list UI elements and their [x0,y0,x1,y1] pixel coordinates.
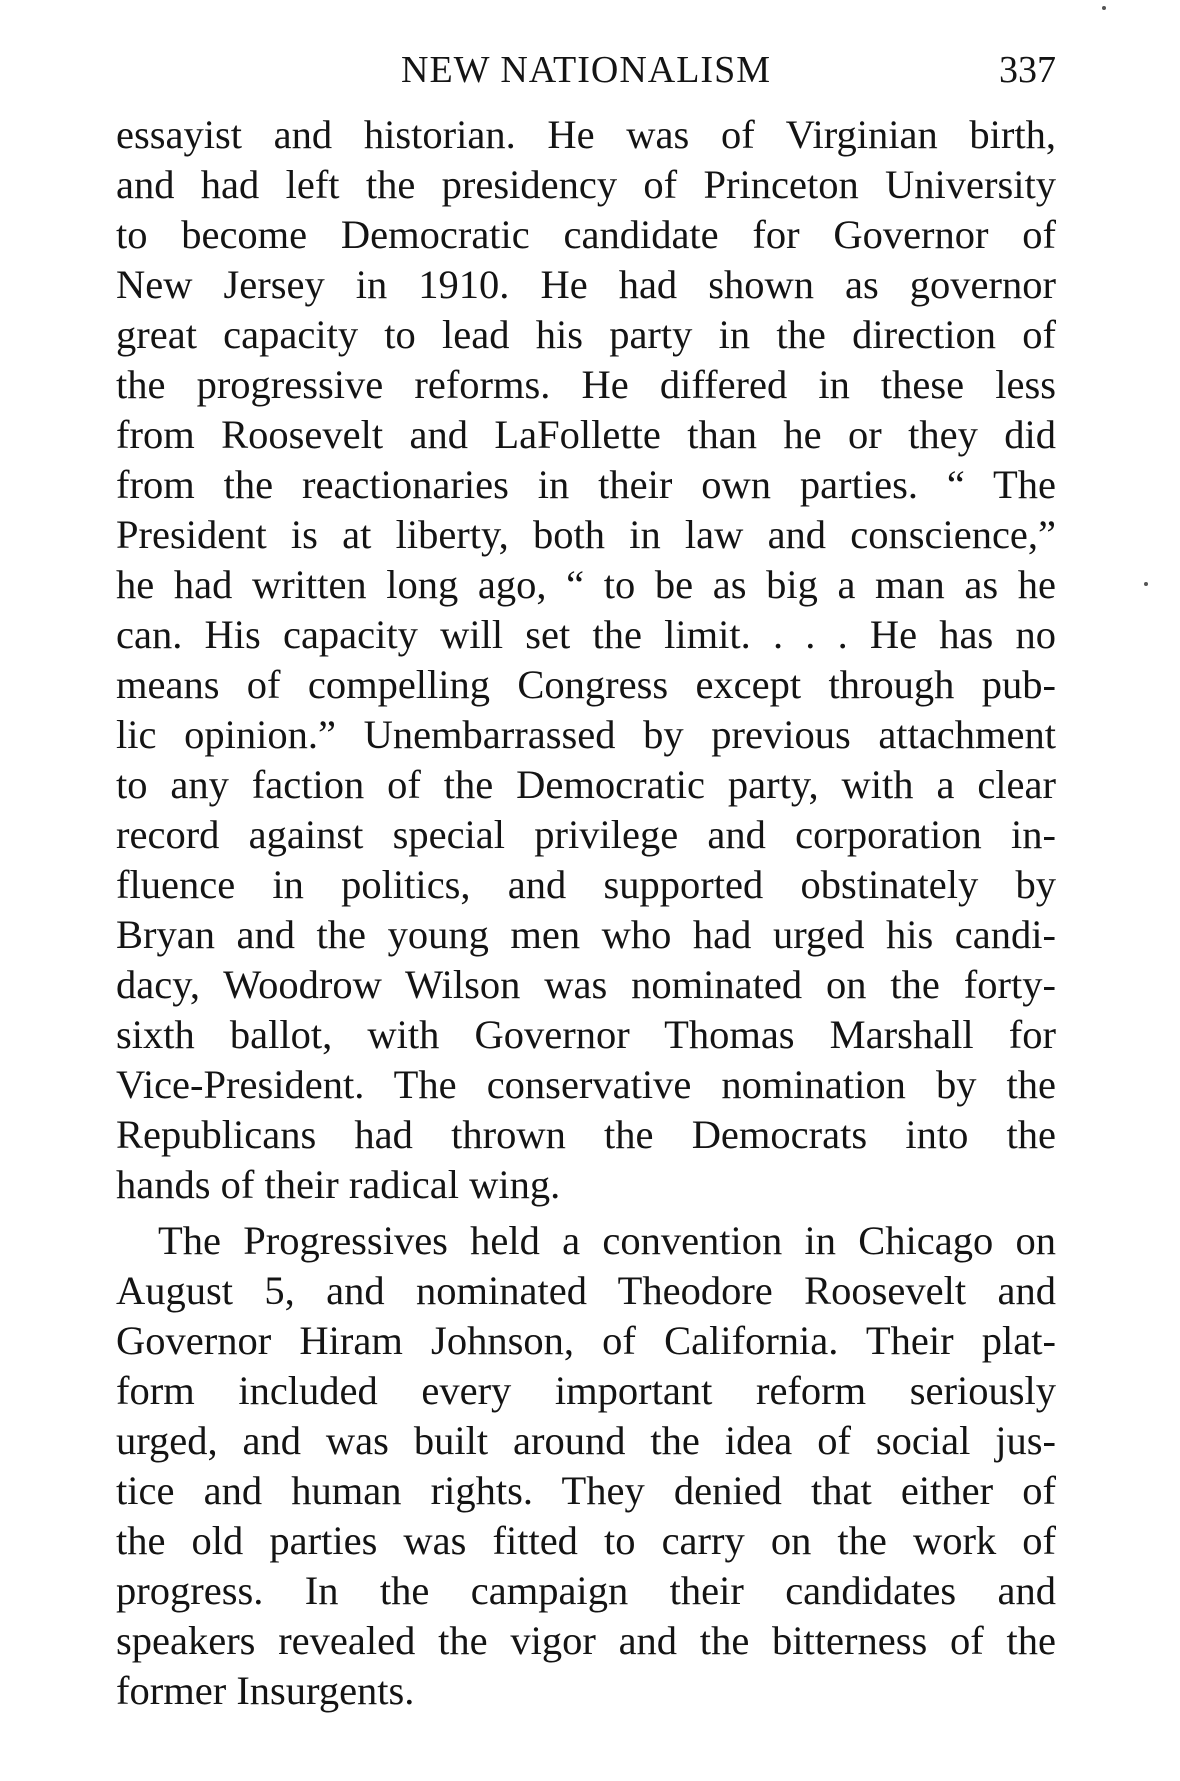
text-line: from the reactionaries in their own parties. “ The [116,462,1056,507]
text-line: record against special privilege and corporation in- [116,812,1056,857]
text-line: speakers revealed the vigor and the bitterness of the [116,1618,1056,1663]
text-line: can. His capacity will set the limit. . . . He has no [116,612,1056,657]
page-number: 337 [999,49,1056,91]
text-line: means of compelling Congress except through pub- [116,662,1056,707]
text-line: hands of their radical wing. [116,1162,561,1207]
text-line: Governor Hiram Johnson, of California. Their plat- [116,1318,1056,1363]
margin-speck [1102,6,1106,10]
text-line: The Progressives held a convention in Chicago on [158,1218,1056,1263]
text-line: the old parties was fitted to carry on the work of [116,1518,1056,1563]
body-text [116,110,1056,1716]
text-line: great capacity to lead his party in the direction of [116,312,1056,357]
text-line: and had left the presidency of Princeton University [116,162,1056,207]
text-line: dacy, Woodrow Wilson was nominated on the forty- [116,962,1056,1007]
running-head [116,46,1056,94]
text-line: fluence in politics, and supported obstinately by [116,862,1056,907]
text-line: Vice-President. The conservative nomination by the [116,1062,1056,1107]
text-line: August 5, and nominated Theodore Roosevelt and [116,1268,1056,1313]
text-line: to become Democratic candidate for Governor of [116,212,1056,257]
margin-speck [1144,582,1148,586]
text-line: Bryan and the young men who had urged his candi- [116,912,1056,957]
paragraph [116,110,1056,1210]
text-line: the progressive reforms. He differed in these less [116,362,1056,407]
text-line: tice and human rights. They denied that either of [116,1468,1056,1513]
text-line: progress. In the campaign their candidates and [116,1568,1056,1613]
text-line: he had written long ago, “ to be as big a man as he [116,562,1056,607]
text-line: Republicans had thrown the Democrats into the [116,1112,1056,1157]
text-line: New Jersey in 1910. He had shown as governor [116,262,1056,307]
text-line: sixth ballot, with Governor Thomas Marshall for [116,1012,1056,1057]
text-line: urged, and was built around the idea of social jus- [116,1418,1056,1463]
text-line: to any faction of the Democratic party, with a clear [116,762,1056,807]
running-head-title: NEW NATIONALISM [401,49,771,91]
text-line: lic opinion.” Unembarrassed by previous attachment [116,712,1056,757]
text-line: form included every important reform seriously [116,1368,1056,1413]
text-line: from Roosevelt and LaFollette than he or they did [116,412,1056,457]
text-line: President is at liberty, both in law and conscience,” [116,512,1056,557]
text-line: essayist and historian. He was of Virginian birth, [116,112,1056,157]
paragraph [116,1216,1056,1716]
text-line: former Insurgents. [116,1668,415,1713]
